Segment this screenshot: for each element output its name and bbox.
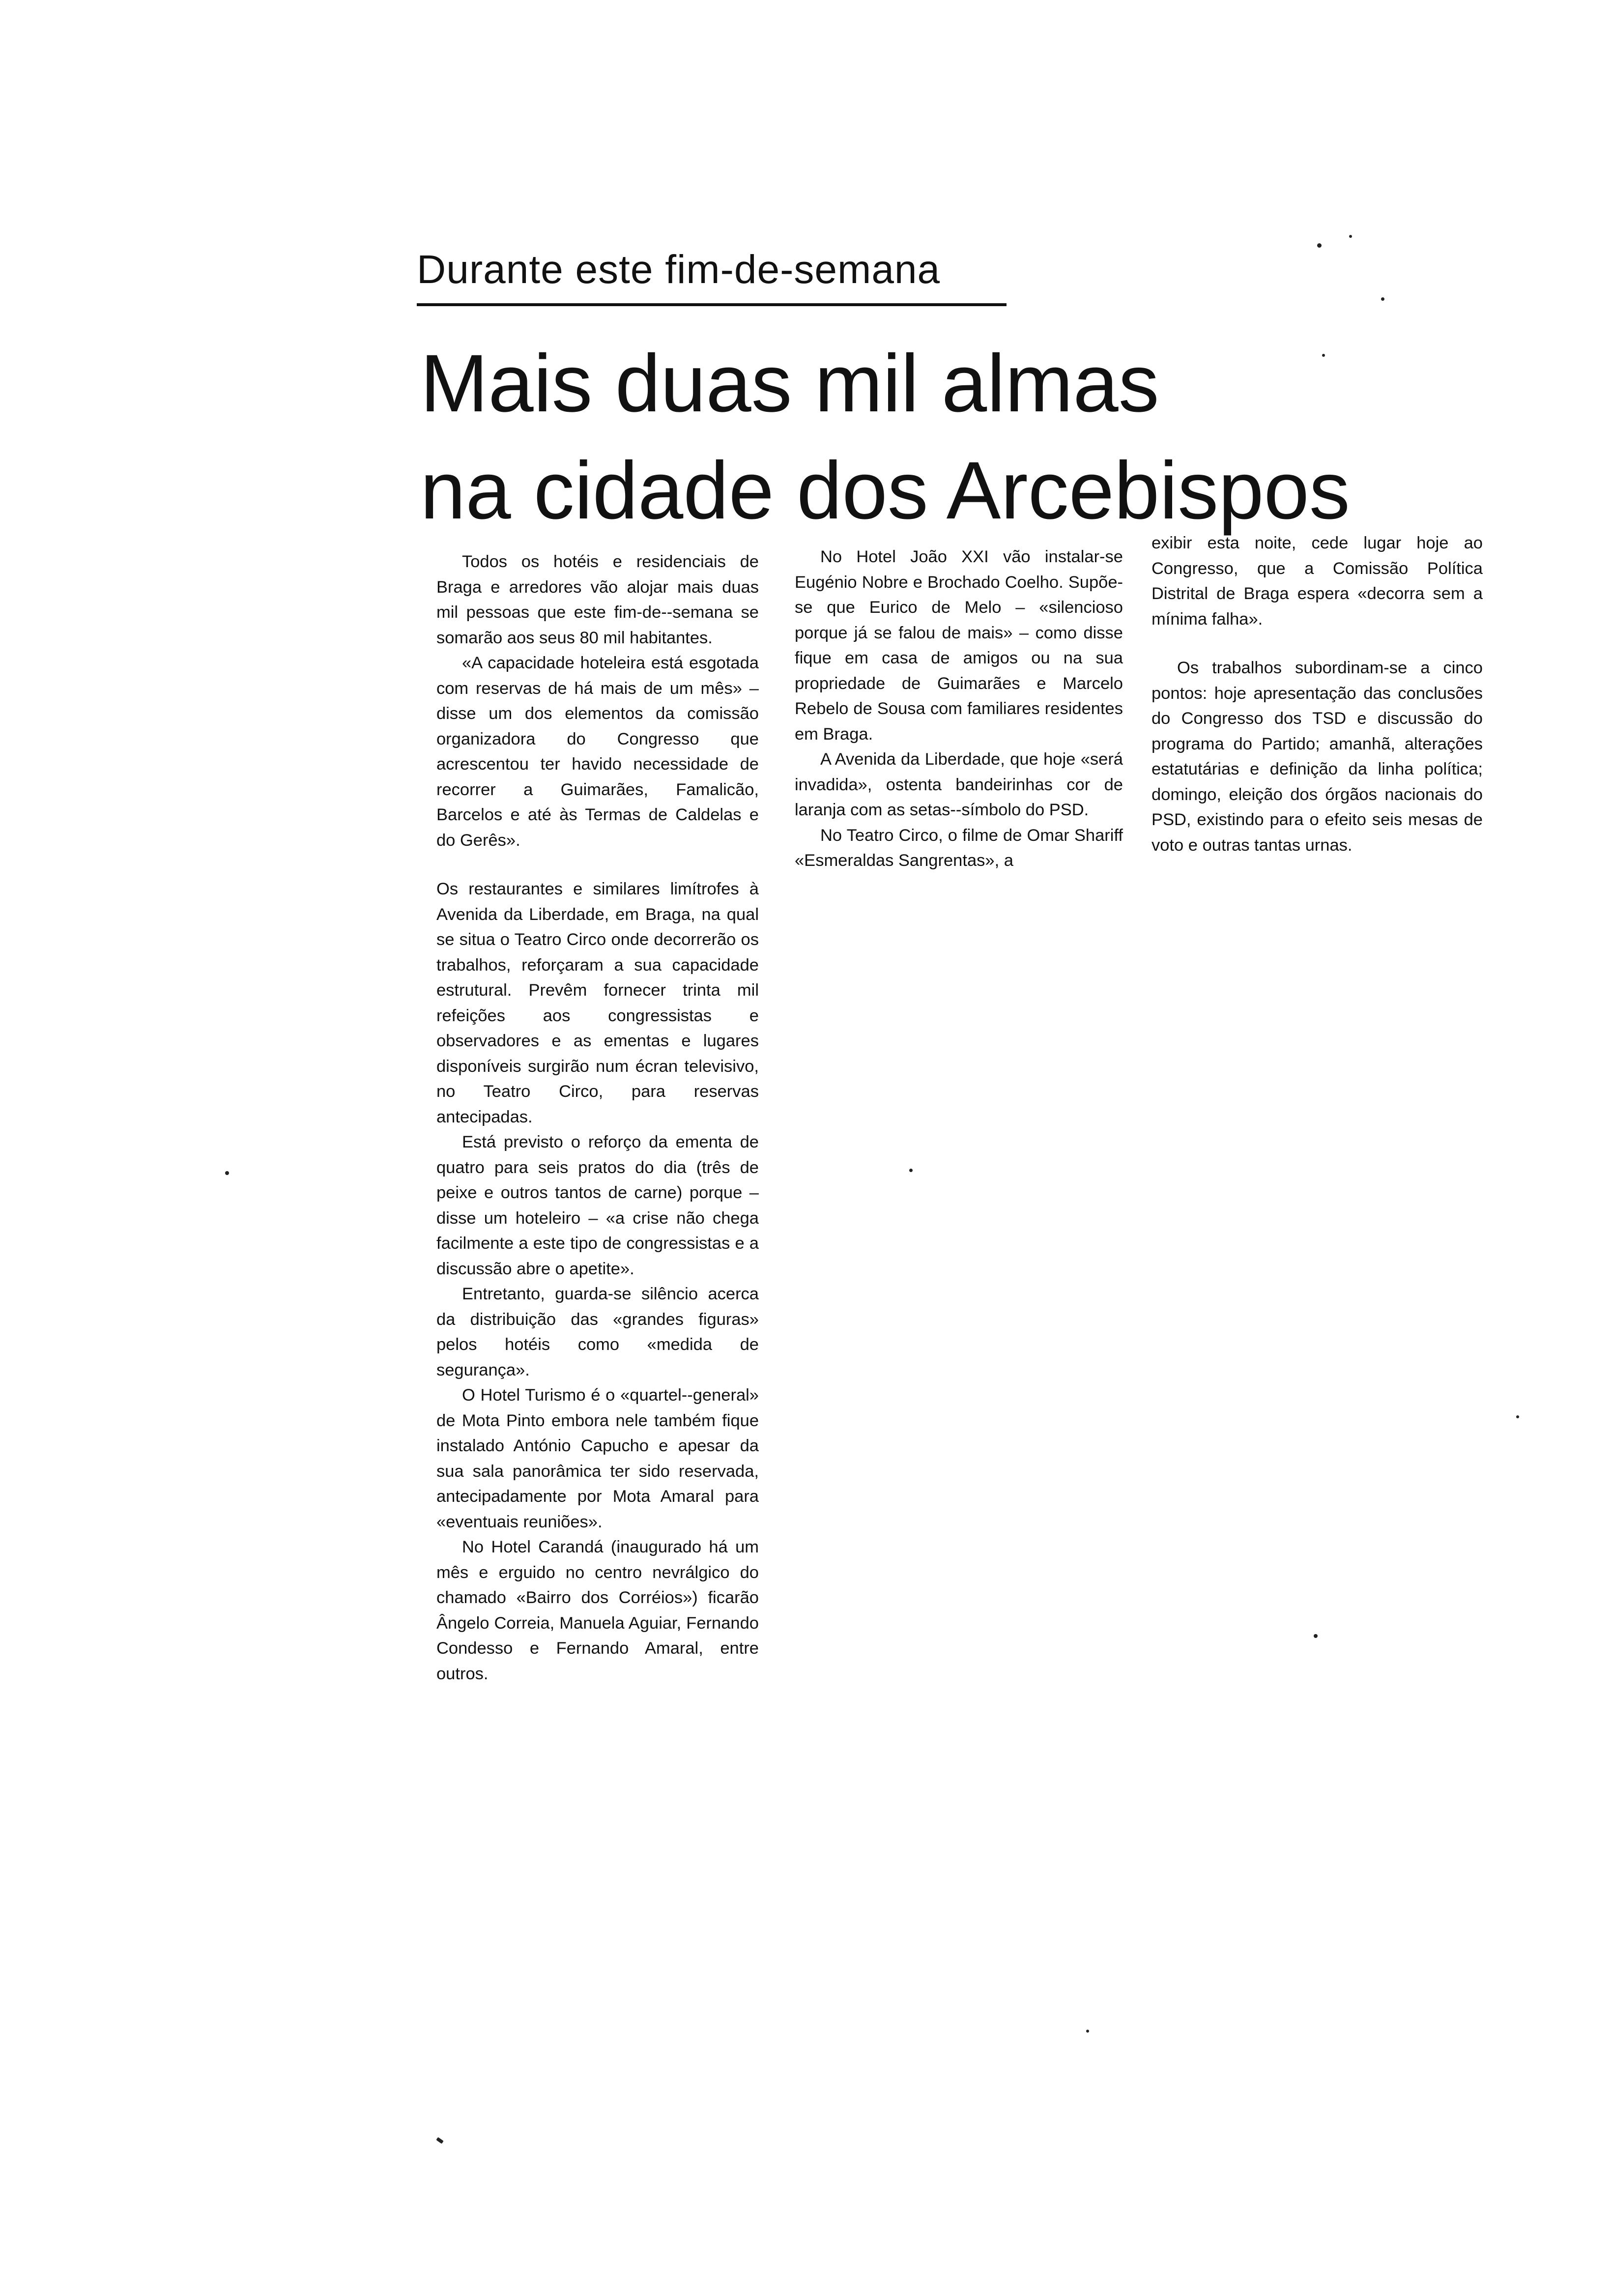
paragraph: A Avenida da Liberdade, que hoje «será invadida», ostenta bandeirinhas cor de laranja com as setas--símbolo do PSD. bbox=[795, 750, 1123, 819]
article-column-2 bbox=[795, 545, 1123, 874]
paragraph: Os restaurantes e similares limítrofes à Avenida da Liberdade, em Braga, na qual se situa o Teatro Circo onde decorrerão os trabalhos, reforçaram a sua capacidade estrutural. Prevêm fornecer trinta mil refeições aos congressistas e observadores e as ementas e lugares disponíveis surgirão num écran televisivo, no Teatro Circo, para reservas antecipadas. bbox=[436, 880, 759, 1126]
scan-speck bbox=[1086, 2030, 1089, 2033]
paragraph: No Hotel Carandá (inaugurado há um mês e erguido no centro nevrálgico do chamado «Bairro dos Corréios») ficarão Ângelo Correia, Manuela Aguiar, Fernando Condesso e Fernando Amaral, entre outros. bbox=[436, 1538, 759, 1683]
article-column-1 bbox=[436, 549, 759, 1687]
kicker: Durante este fim-de-semana bbox=[417, 247, 941, 292]
paragraph: Os trabalhos subordinam-se a cinco pontos: hoje apresentação das conclusões do Congresso dos TSD e discussão do programa do Partido; amanhã, alterações estatutárias e definição da linha política; domingo, eleição dos órgãos nacionais do PSD, existindo para o efeito seis mesas de voto e outras tantas urnas. bbox=[1151, 659, 1483, 855]
kicker-underline bbox=[417, 303, 1007, 306]
paragraph: Entretanto, guarda-se silêncio acerca da distribuição das «grandes figuras» pelos hotéis como «medida de segurança». bbox=[436, 1285, 759, 1379]
paragraph: Está previsto o reforço da ementa de quatro para seis pratos do dia (três de peixe e outros tantos de carne) porque – disse um hoteleiro – «a crise não chega facilmente a este tipo de congressistas e a discussão abre o apetite». bbox=[436, 1133, 759, 1278]
paragraph: O Hotel Turismo é o «quartel--general» de Mota Pinto embora nele também fique instalado António Capucho e apesar da sua sala panorâmica ter sido reservada, antecipadamente por Mota Amaral para «eventuais reuniões». bbox=[436, 1386, 759, 1531]
scan-speck bbox=[909, 1169, 913, 1172]
scan-speck bbox=[1381, 297, 1384, 301]
paragraph: exibir esta noite, cede lugar hoje ao Congresso, que a Comissão Política Distrital de Braga espera «decorra sem a mínima falha». bbox=[1151, 534, 1483, 629]
paragraph: No Teatro Circo, o filme de Omar Shariff «Esmeraldas Sangrentas», a bbox=[795, 826, 1123, 870]
article-column-3 bbox=[1151, 531, 1483, 858]
headline-line-1: Mais duas mil almas bbox=[420, 338, 1159, 429]
scan-speck bbox=[1314, 1634, 1318, 1638]
scan-speck bbox=[1349, 235, 1352, 238]
headline-line-2: na cidade dos Arcebispos bbox=[420, 445, 1350, 536]
scan-speck bbox=[1317, 243, 1322, 248]
scan-speck bbox=[1322, 354, 1325, 357]
scan-speck bbox=[1516, 1415, 1519, 1418]
headline bbox=[420, 330, 1501, 545]
paragraph: «A capacidade hoteleira está esgotada com reservas de há mais de um mês» – disse um dos elementos da comissão organizadora do Congresso que acrescentou ter havido necessidade de recorrer a Guimarães, Famalicão, Barcelos e até às Termas de Caldelas e do Gerês». bbox=[436, 654, 759, 850]
paragraph: No Hotel João XXI vão instalar-se Eugénio Nobre e Brochado Coelho. Supõe-se que Eurico de Melo – «silencioso porque já se falou de mais» – como disse fique em casa de amigos ou na sua propriedade de Guimarães e Marcelo Rebelo de Sousa com familiares residentes em Braga. bbox=[795, 547, 1123, 744]
scan-speck bbox=[225, 1171, 229, 1175]
paragraph: Todos os hotéis e residenciais de Braga e arredores vão alojar mais duas mil pessoas que este fim-de--semana se somarão aos seus 80 mil habitantes. bbox=[436, 552, 759, 647]
scan-speck bbox=[436, 2137, 443, 2144]
